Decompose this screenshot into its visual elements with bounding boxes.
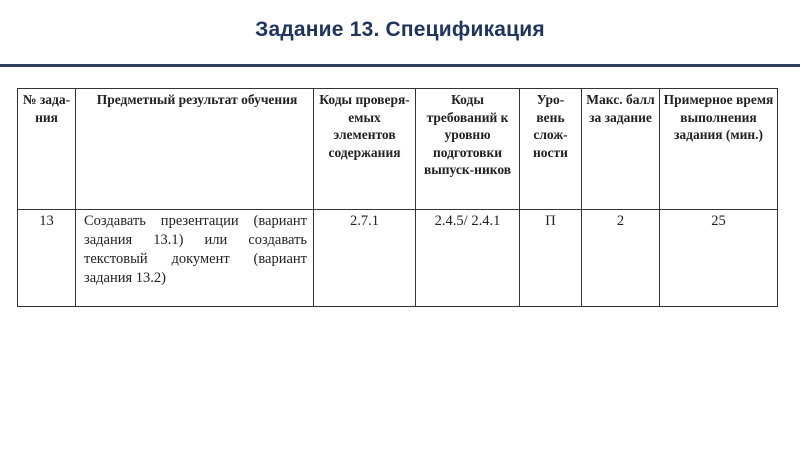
cell-requirement-codes: 2.4.5/ 2.4.1 [416,210,520,307]
cell-max-score: 2 [582,210,660,307]
cell-difficulty-level: П [520,210,582,307]
header-content-codes: Коды проверя-емых элементов содержания [314,89,416,210]
header-difficulty-level: Уро-вень слож-ности [520,89,582,210]
title-divider [0,64,800,67]
cell-content-codes: 2.7.1 [314,210,416,307]
table-header-row [18,89,778,210]
header-learning-result: Предметный результат обучения [76,89,314,210]
specification-table [17,88,778,307]
header-max-score: Макс. балл за задание [582,89,660,210]
header-task-number: № зада-ния [18,89,76,210]
cell-task-number: 13 [18,210,76,307]
header-approx-time: Примерное время выполнения задания (мин.) [660,89,778,210]
table-row [18,210,778,307]
header-requirement-codes: Коды требований к уровню подготовки выпуск-ников [416,89,520,210]
cell-approx-time: 25 [660,210,778,307]
slide-title: Задание 13. Спецификация [255,18,545,41]
cell-learning-result: Создавать презентации (вариант задания 13.1) или создавать текстовый документ (вариант задания 13.2) [76,210,314,307]
